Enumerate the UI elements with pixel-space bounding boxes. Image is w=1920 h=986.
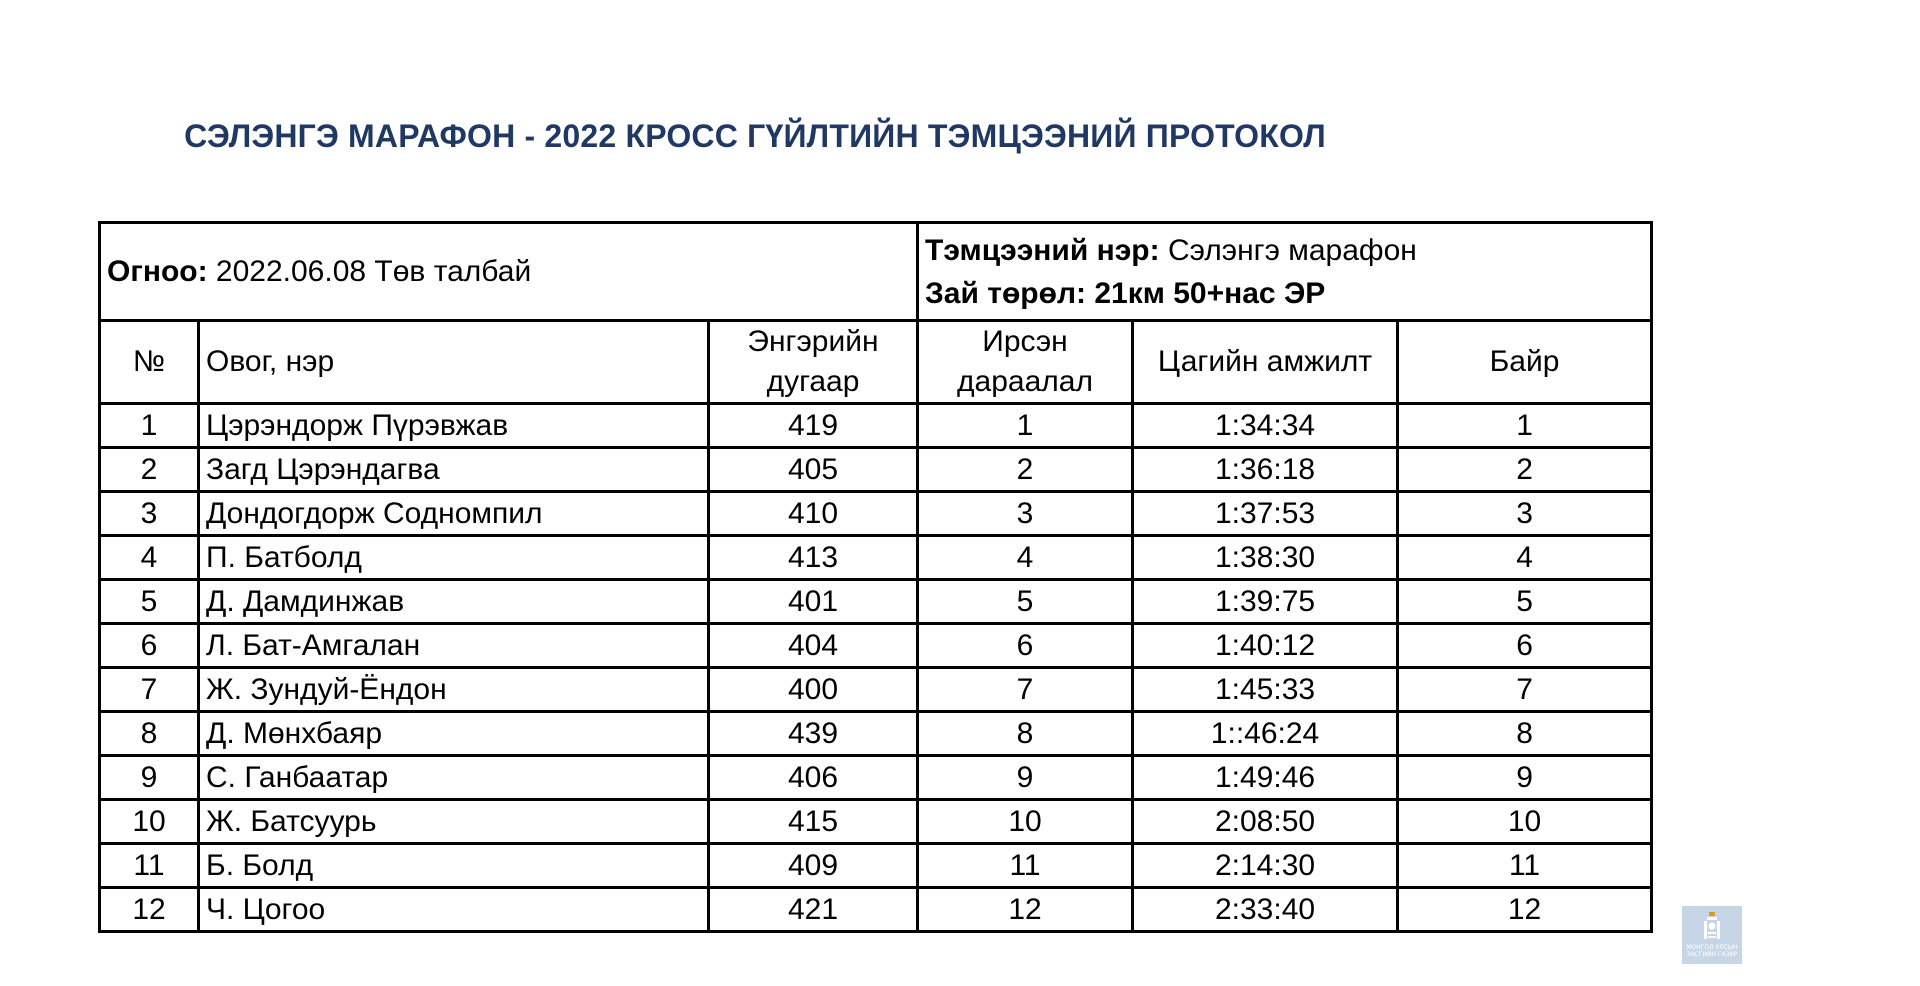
category-line: Зай төрөл: 21км 50+нас ЭР [925, 276, 1326, 310]
logo-text-line2: ЗАСГИЙН ГАЗАР [1686, 951, 1738, 958]
table-row [100, 888, 1652, 932]
cell-name: Л. Бат-Амгалан [199, 624, 709, 668]
cell-place: 5 [1398, 580, 1652, 624]
cell-order: 7 [918, 668, 1133, 712]
cell-no: 3 [100, 492, 199, 536]
cell-bib: 413 [709, 536, 918, 580]
cell-bib: 401 [709, 580, 918, 624]
table-row [100, 844, 1652, 888]
cell-bib: 409 [709, 844, 918, 888]
results-table [98, 221, 1653, 933]
table-row [100, 756, 1652, 800]
cell-place: 8 [1398, 712, 1652, 756]
cell-order: 9 [918, 756, 1133, 800]
col-header-time: Цагийн амжилт [1133, 321, 1398, 404]
cell-bib: 410 [709, 492, 918, 536]
cell-order: 12 [918, 888, 1133, 932]
date-value: 2022.06.08 Төв талбай [207, 254, 532, 288]
col-header-order-line2: дараалал [957, 365, 1093, 398]
event-line [925, 229, 1644, 272]
cell-name: Б. Болд [199, 844, 709, 888]
cell-no: 8 [100, 712, 199, 756]
cell-place: 10 [1398, 800, 1652, 844]
cell-bib: 400 [709, 668, 918, 712]
cell-bib: 439 [709, 712, 918, 756]
cell-no: 10 [100, 800, 199, 844]
table-row [100, 492, 1652, 536]
cell-place: 4 [1398, 536, 1652, 580]
date-label: Огноо: [107, 254, 208, 288]
cell-order: 6 [918, 624, 1133, 668]
cell-bib: 419 [709, 404, 918, 448]
cell-place: 6 [1398, 624, 1652, 668]
cell-place: 9 [1398, 756, 1652, 800]
table-row [100, 712, 1652, 756]
cell-name: Цэрэндорж Пүрэвжав [199, 404, 709, 448]
event-value: Сэлэнгэ марафон [1159, 233, 1417, 267]
event-cell [918, 223, 1652, 321]
table-row [100, 448, 1652, 492]
col-header-bib-line2: дугаар [766, 365, 860, 398]
cell-no: 11 [100, 844, 199, 888]
cell-order: 8 [918, 712, 1133, 756]
cell-order: 11 [918, 844, 1133, 888]
cell-time: 1:45:33 [1133, 668, 1398, 712]
col-header-name: Овог, нэр [199, 321, 709, 404]
logo-text-line1: МОНГОЛ УЛСЫН [1686, 944, 1738, 951]
date-cell [100, 223, 918, 321]
cell-name: С. Ганбаатар [199, 756, 709, 800]
cell-time: 1:36:18 [1133, 448, 1398, 492]
cell-time: 1:38:30 [1133, 536, 1398, 580]
col-header-place: Байр [1398, 321, 1652, 404]
col-header-bib [709, 321, 918, 404]
cell-time: 1:37:53 [1133, 492, 1398, 536]
col-header-order-line1: Ирсэн [982, 325, 1068, 358]
cell-place: 7 [1398, 668, 1652, 712]
cell-time: 2:33:40 [1133, 888, 1398, 932]
cell-place: 1 [1398, 404, 1652, 448]
cell-time: 2:08:50 [1133, 800, 1398, 844]
cell-name: Д. Мөнхбаяр [199, 712, 709, 756]
cell-order: 1 [918, 404, 1133, 448]
cell-time: 1:39:75 [1133, 580, 1398, 624]
cell-bib: 406 [709, 756, 918, 800]
cell-no: 2 [100, 448, 199, 492]
col-header-bib-line1: Энгэрийн [747, 325, 879, 358]
cell-name: Загд Цэрэндагва [199, 448, 709, 492]
cell-name: П. Батболд [199, 536, 709, 580]
table-row [100, 404, 1652, 448]
cell-order: 2 [918, 448, 1133, 492]
table-row [100, 580, 1652, 624]
logo-text [1682, 944, 1742, 958]
cell-bib: 421 [709, 888, 918, 932]
cell-order: 3 [918, 492, 1133, 536]
table-row [100, 800, 1652, 844]
cell-name: Ж. Зундуй-Ёндон [199, 668, 709, 712]
cell-time: 1:40:12 [1133, 624, 1398, 668]
cell-time: 2:14:30 [1133, 844, 1398, 888]
table-row [100, 624, 1652, 668]
cell-time: 1:49:46 [1133, 756, 1398, 800]
col-header-order [918, 321, 1133, 404]
cell-bib: 404 [709, 624, 918, 668]
cell-place: 12 [1398, 888, 1652, 932]
soyombo-icon [1700, 912, 1724, 942]
cell-order: 5 [918, 580, 1133, 624]
cell-time: 1::46:24 [1133, 712, 1398, 756]
cell-name: Дондогдорж Содномпил [199, 492, 709, 536]
cell-place: 11 [1398, 844, 1652, 888]
cell-bib: 415 [709, 800, 918, 844]
cell-no: 6 [100, 624, 199, 668]
cell-name: Ж. Батсуурь [199, 800, 709, 844]
cell-place: 2 [1398, 448, 1652, 492]
cell-order: 10 [918, 800, 1133, 844]
cell-place: 3 [1398, 492, 1652, 536]
table-row [100, 536, 1652, 580]
event-label: Тэмцээний нэр: [925, 233, 1160, 267]
cell-no: 4 [100, 536, 199, 580]
cell-no: 7 [100, 668, 199, 712]
cell-no: 1 [100, 404, 199, 448]
page-title: СЭЛЭНГЭ МАРАФОН - 2022 КРОСС ГҮЙЛТИЙН ТЭМЦЭЭНИЙ ПРОТОКОЛ [184, 118, 1326, 154]
col-header-no: № [100, 321, 199, 404]
cell-time: 1:34:34 [1133, 404, 1398, 448]
cell-no: 12 [100, 888, 199, 932]
cell-name: Д. Дамдинжав [199, 580, 709, 624]
header-row [100, 321, 1652, 404]
table-row [100, 668, 1652, 712]
cell-no: 5 [100, 580, 199, 624]
cell-no: 9 [100, 756, 199, 800]
government-logo [1682, 906, 1742, 964]
cell-bib: 405 [709, 448, 918, 492]
cell-name: Ч. Цогоо [199, 888, 709, 932]
info-row [100, 223, 1652, 321]
cell-order: 4 [918, 536, 1133, 580]
